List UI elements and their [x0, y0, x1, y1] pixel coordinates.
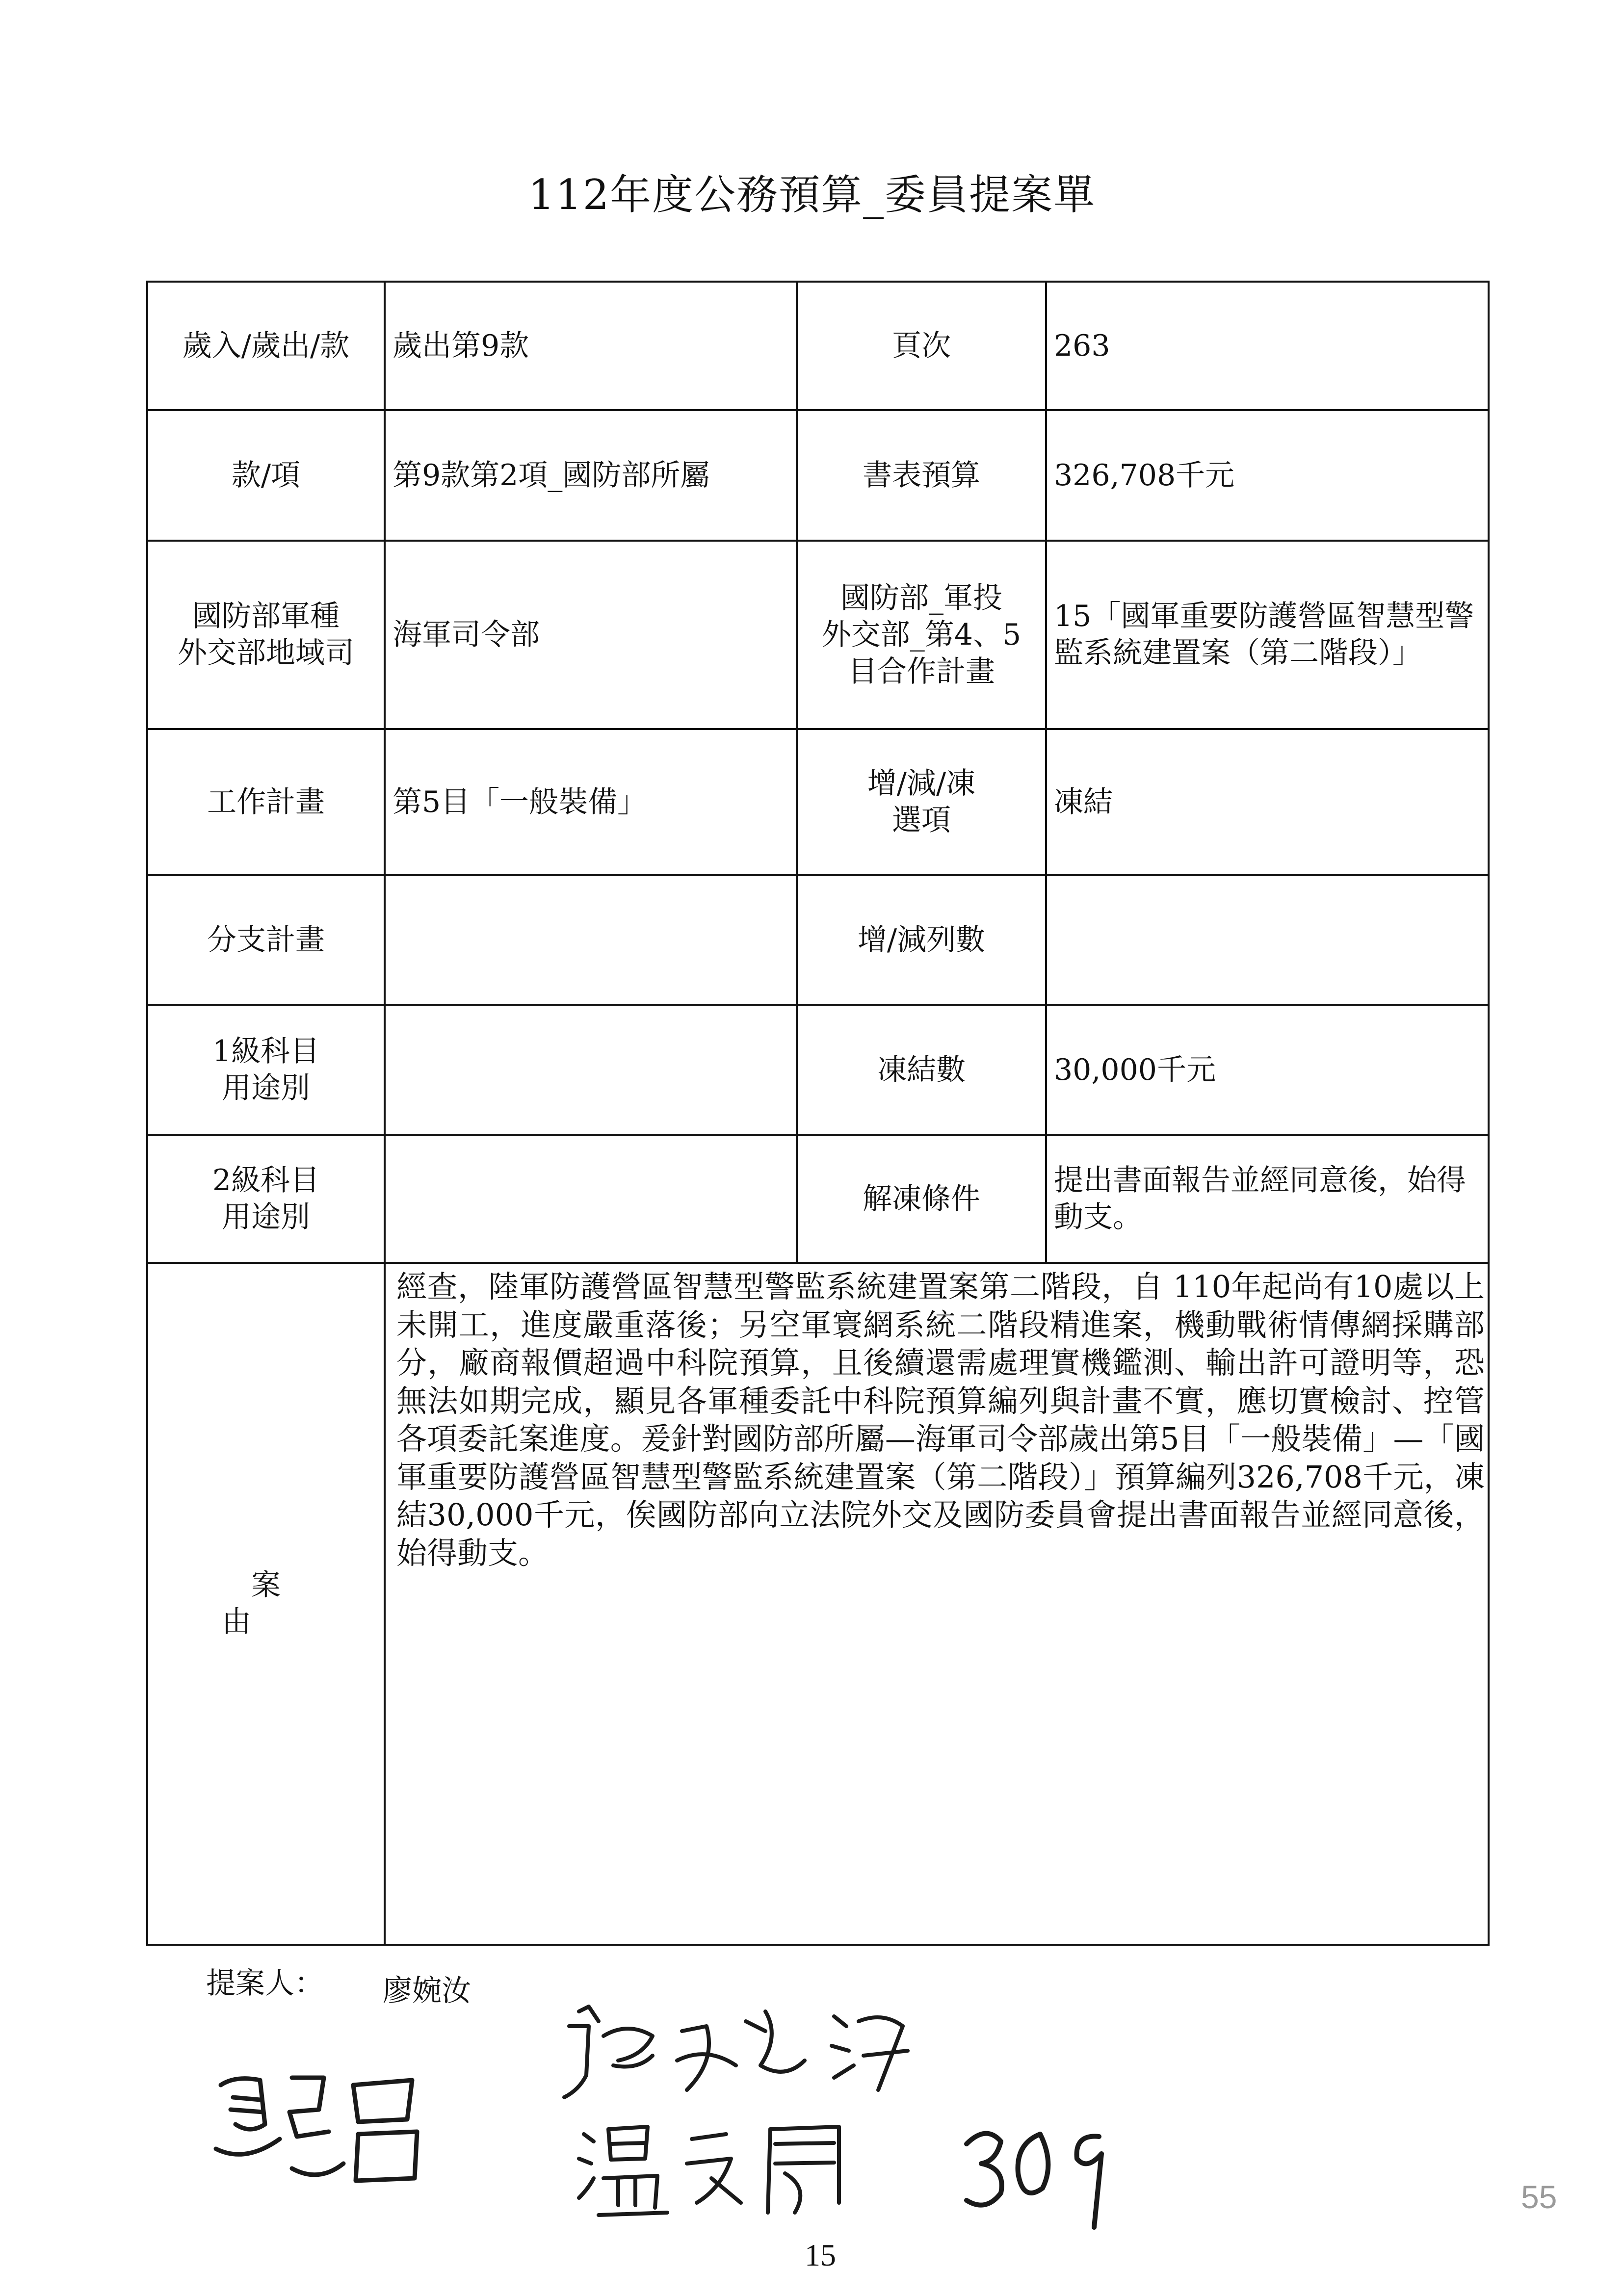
table-row — [147, 1135, 1489, 1263]
table-row-reason — [147, 1263, 1489, 1945]
label-sub-plan: 分支計畫 — [147, 875, 385, 1005]
page-title: 112年度公務預算_委員提案單 — [528, 171, 1096, 219]
value-level2-subject — [385, 1135, 797, 1263]
signature-wen-yu-hsia — [564, 2105, 898, 2227]
value-book-budget: 326,708千元 — [1046, 410, 1489, 541]
label-level2-subject: 2級科目 用途別 — [147, 1135, 385, 1263]
label-book-budget: 書表預算 — [797, 410, 1046, 541]
table-row — [147, 729, 1489, 875]
label-cooperation-plan: 國防部_軍投 外交部_第4、5 目合作計畫 — [797, 541, 1046, 729]
value-section-item: 第9款第2項_國防部所屬 — [385, 410, 797, 541]
value-cooperation-plan: 15「國軍重要防護營區智慧型警監系統建置案（第二階段）」 — [1046, 541, 1489, 729]
label-adjust-option: 增/減/凍 選項 — [797, 729, 1046, 875]
value-budget-category: 歲出第9款 — [385, 282, 797, 410]
signature-liao-wan-ju — [559, 1992, 913, 2110]
label-military-branch: 國防部軍種 外交部地域司 — [147, 541, 385, 729]
value-unfreeze-condition: 提出書面報告並經同意後，始得動支。 — [1046, 1135, 1489, 1263]
label-page: 頁次 — [797, 282, 1046, 410]
label-work-plan: 工作計畫 — [147, 729, 385, 875]
table-row — [147, 875, 1489, 1005]
label-level1-subject: 1級科目 用途別 — [147, 1005, 385, 1135]
proposal-table — [146, 281, 1490, 1946]
reason-label-text: 案由 — [222, 1568, 340, 1639]
reason-text: 經查，陸軍防護營區智慧型警監系統建置案第二階段，自 110年起尚有10處以上未開工，進度嚴重落後；另空軍寰網系統二階段精進案，機動戰術情傳網採購部分，廠商報價超過中科院預算，且後續還需處理實機鑑測、輸出許可證明等，恐無法如期完成，顯見各軍種委託中科院預算編列與計畫不實，應切實檢討、控管各項委託案進度。爰針對國防部所屬—海軍司令部歲出第5目「一般裝備」—「國軍重要防護營區智慧型警監系統建置案（第二階段）」預算編列326,708千元，凍結30,000千元，俟國防部向立法院外交及國防委員會提出書面報告並經同意後，始得動支。 — [385, 1263, 1489, 1945]
corner-stamp-number: 55 — [1521, 2179, 1557, 2215]
value-military-branch: 海軍司令部 — [385, 541, 797, 729]
label-freeze-amount: 凍結數 — [797, 1005, 1046, 1135]
value-page: 263 — [1046, 282, 1489, 410]
proposer-name: 廖婉汝 — [383, 1974, 471, 2008]
label-adjust-amount: 增/減列數 — [797, 875, 1046, 1005]
label-unfreeze-condition: 解凍條件 — [797, 1135, 1046, 1263]
value-adjust-amount — [1046, 875, 1489, 1005]
signature-ma-wen-chun — [206, 2051, 481, 2198]
label-reason — [147, 1263, 385, 1945]
table-row — [147, 541, 1489, 729]
value-level1-subject — [385, 1005, 797, 1135]
label-budget-category: 歲入/歲出/款 — [147, 282, 385, 410]
value-sub-plan — [385, 875, 797, 1005]
table-row — [147, 1005, 1489, 1135]
table-row — [147, 410, 1489, 541]
proposer-label: 提案人： — [206, 1966, 324, 2001]
label-section-item: 款/項 — [147, 410, 385, 541]
page-number: 15 — [805, 2238, 836, 2272]
value-freeze-amount: 30,000千元 — [1046, 1005, 1489, 1135]
value-work-plan: 第5目「一般裝備」 — [385, 729, 797, 875]
table-row — [147, 282, 1489, 410]
signature-number — [957, 2114, 1124, 2232]
value-adjust-option: 凍結 — [1046, 729, 1489, 875]
